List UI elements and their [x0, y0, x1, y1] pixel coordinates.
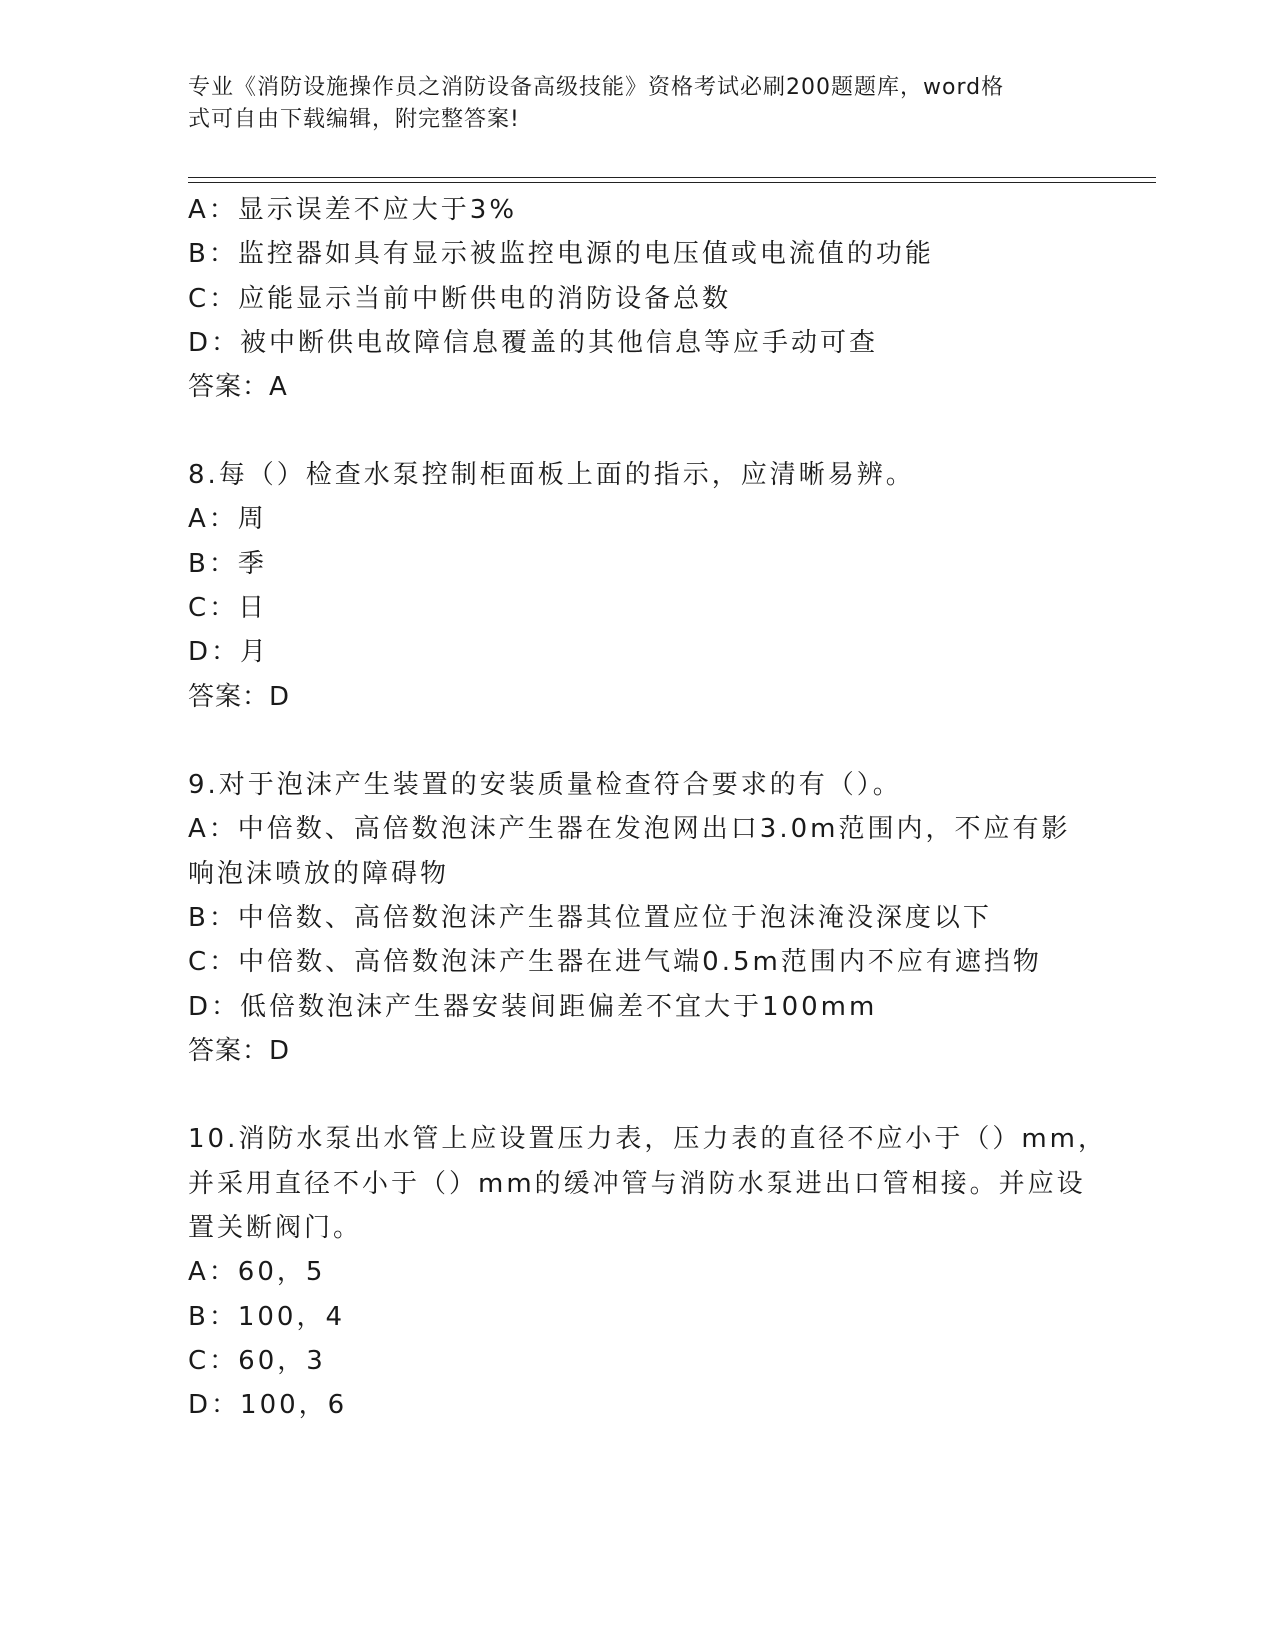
q7-option-c: C：应能显示当前中断供电的消防设备总数: [188, 284, 732, 314]
q8-option-d: D：月: [188, 637, 270, 667]
q10-stem-line3: 置关断阀门。: [188, 1213, 363, 1243]
q10-option-a: A：60，5: [188, 1257, 326, 1287]
q10-option-b: B：100，4: [188, 1302, 346, 1332]
q8-option-b: B：季: [188, 549, 267, 579]
q7-option-b: B：监控器如具有显示被监控电源的电压值或电流值的功能: [188, 239, 934, 269]
q7-option-d: D：被中断供电故障信息覆盖的其他信息等应手动可查: [188, 328, 879, 358]
q8-option-c: C：日: [188, 593, 268, 623]
q9-answer: 答案：D: [188, 1036, 291, 1066]
header-line-1: 专业《消防设施操作员之消防设备高级技能》资格考试必刷200题题库，word格: [188, 75, 1005, 100]
q9-option-a-line1: A：中倍数、高倍数泡沫产生器在发泡网出口3.0m范围内，不应有影: [188, 814, 1071, 844]
q9-option-d: D：低倍数泡沫产生器安装间距偏差不宜大于100mm: [188, 992, 878, 1022]
q10-option-d: D：100，6: [188, 1390, 348, 1420]
header-line-2: 式可自由下载编辑，附完整答案!: [188, 107, 520, 132]
q7-answer: 答案：A: [188, 372, 288, 402]
q9-option-b: B：中倍数、高倍数泡沫产生器其位置应位于泡沫淹没深度以下: [188, 903, 992, 933]
header-rule-bottom: [188, 182, 1156, 183]
q7-option-a: A：显示误差不应大于3%: [188, 195, 518, 225]
q8-stem: 8.每（）检查水泵控制柜面板上面的指示，应清晰易辨。: [188, 460, 915, 490]
q9-option-c: C：中倍数、高倍数泡沫产生器在进气端0.5m范围内不应有遮挡物: [188, 947, 1042, 977]
document-header: [188, 72, 1068, 136]
header-rule-top: [188, 177, 1156, 178]
q8-option-a: A：周: [188, 504, 267, 534]
q10-stem-line1: 10.消防水泵出水管上应设置压力表，压力表的直径不应小于（）mm，: [188, 1124, 1108, 1154]
q10-stem-line2: 并采用直径不小于（）mm的缓冲管与消防水泵进出口管相接。并应设: [188, 1169, 1086, 1199]
q9-stem: 9.对于泡沫产生装置的安装质量检查符合要求的有（）。: [188, 770, 902, 800]
q8-answer: 答案：D: [188, 682, 291, 712]
q10-option-c: C：60，3: [188, 1346, 326, 1376]
q9-option-a-line2: 响泡沫喷放的障碍物: [188, 859, 450, 889]
